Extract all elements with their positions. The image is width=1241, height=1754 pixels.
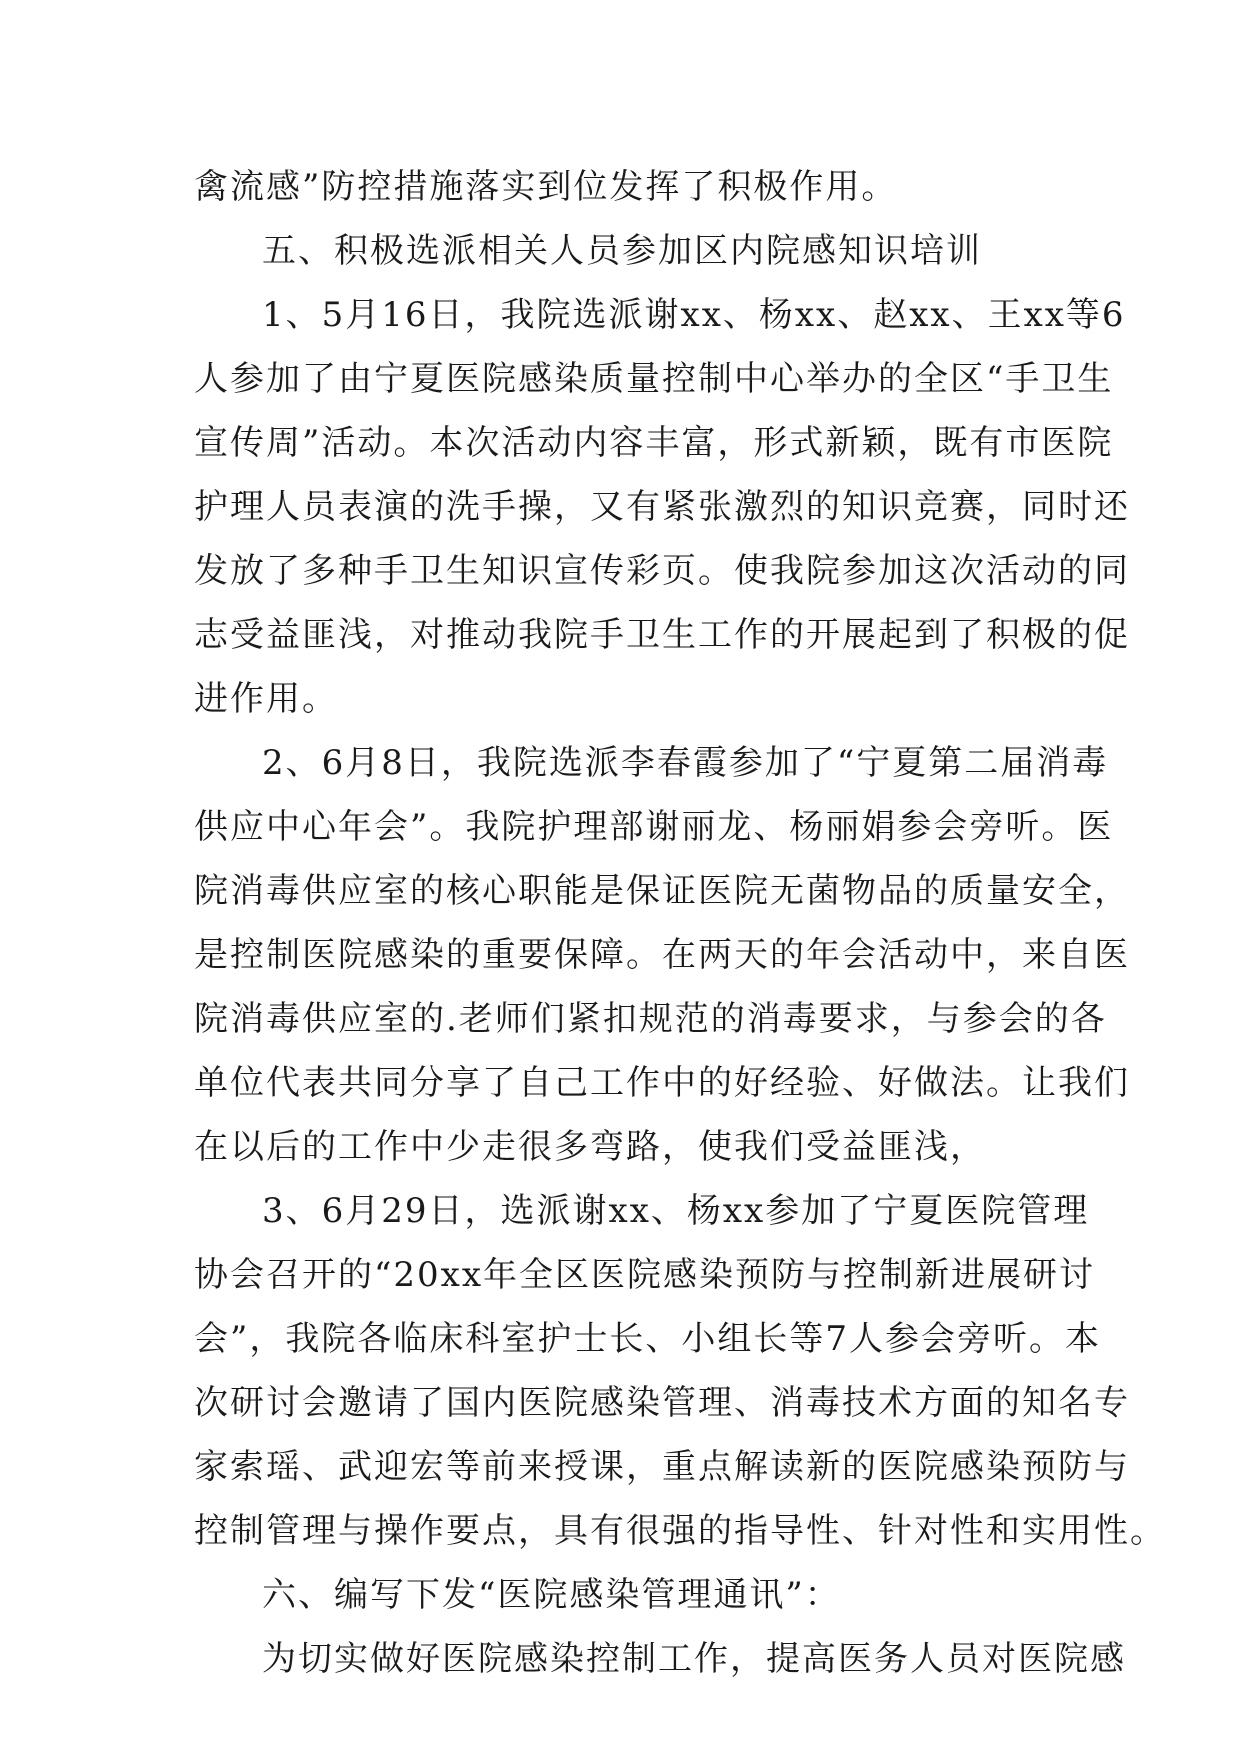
text-line: 控制管理与操作要点，具有很强的指导性、针对性和实用性。: [194, 1511, 1166, 1551]
text-line: 供应中心年会”。我院护理部谢丽龙、杨丽娟参会旁听。医: [194, 807, 1114, 847]
text-line: 人参加了由宁夏医院感染质量控制中心举办的全区“手卫生: [194, 359, 1114, 399]
text-line: 院消毒供应室的核心职能是保证医院无菌物品的质量安全，: [194, 871, 1130, 911]
text-line: 宣传周”活动。本次活动内容丰富，形式新颖，既有市医院: [194, 423, 1114, 463]
text-line: 3、6月29日，选派谢xx、杨xx参加了宁夏医院管理: [262, 1191, 1090, 1231]
text-line: 会”，我院各临床科室护士长、小组长等7人参会旁听。本: [194, 1319, 1102, 1359]
text-line: 1、5月16日，我院选派谢xx、杨xx、赵xx、王xx等6: [262, 295, 1126, 335]
document-body: [194, 155, 1166, 1691]
text-line: 院消毒供应室的.老师们紧扣规范的消毒要求，与参会的各: [194, 999, 1107, 1039]
text-line: 禽流感”防控措施落实到位发挥了积极作用。: [194, 167, 898, 207]
text-line: 五、积极选派相关人员参加区内院感知识培训: [262, 231, 982, 271]
text-line: 家索瑶、武迎宏等前来授课，重点解读新的医院感染预防与: [194, 1447, 1130, 1487]
text-line: 次研讨会邀请了国内医院感染管理、消毒技术方面的知名专: [194, 1383, 1130, 1423]
text-line: 2、6月8日，我院选派李春霞参加了“宁夏第二届消毒: [262, 743, 1109, 783]
text-line: 发放了多种手卫生知识宣传彩页。使我院参加这次活动的同: [194, 551, 1130, 591]
text-line: 护理人员表演的洗手操，又有紧张激烈的知识竞赛，同时还: [194, 487, 1130, 527]
text-line: 进作用。: [194, 679, 338, 719]
text-line: 协会召开的“20xx年全区医院感染预防与控制新进展研讨: [194, 1255, 1095, 1295]
text-line: 六、编写下发“医院感染管理通讯”：: [262, 1575, 841, 1615]
text-line: 志受益匪浅，对推动我院手卫生工作的开展起到了积极的促: [194, 615, 1130, 655]
text-line: 在以后的工作中少走很多弯路，使我们受益匪浅，: [194, 1127, 986, 1167]
text-line: 是控制医院感染的重要保障。在两天的年会活动中，来自医: [194, 935, 1130, 975]
text-line: 为切实做好医院感染控制工作，提高医务人员对医院感: [262, 1639, 1126, 1679]
text-line: 单位代表共同分享了自己工作中的好经验、好做法。让我们: [194, 1063, 1130, 1103]
